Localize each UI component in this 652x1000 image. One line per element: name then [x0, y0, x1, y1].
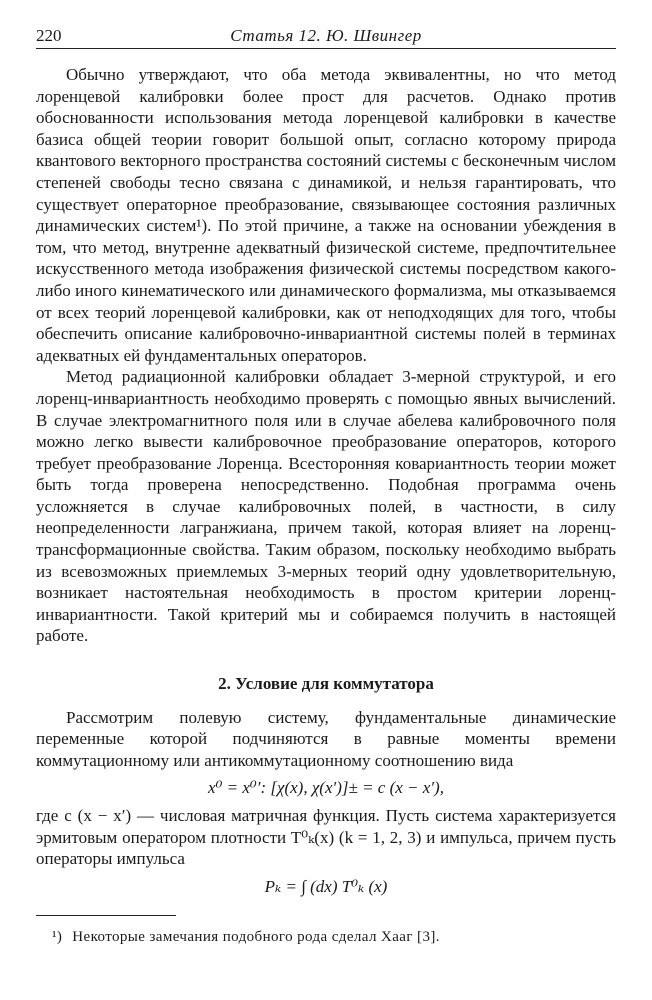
paragraph-2: Метод радиационной калибровки обладает 3-мерной структурой, и его лоренц-инвариантность необходимо проверять с помощью явных вычислений. В случае электромагнитного поля или в случае абелева калибровочного поля можно легко вывести калибровочное преобразование операторов, которого требует преобразование Лоренца. Всесторонняя ковариантность теории может быть тогда проверена непосредственно. Подобная программа очень усложняется в случае калибровочных полей, в частности, в силу неопределенности лагранжиана, причем такой, которая влияет на лоренц-трансформационные свойства. Таким образом, поскольку необходимо выбрать из всевозможных приемлемых 3-мерных теорий одну удовлетворительную, возникает настоятельная необходимость в простом критерии лоренц-инвариантности. Такой критерий мы и собираемся получить в настоящей работе.: [36, 367, 616, 646]
section-title: 2. Условие для коммутатора: [218, 674, 434, 694]
commutation-formula: x⁰ = x⁰′: [χ(x), χ(x′)]± = c (x − x′),: [208, 778, 444, 798]
footnote-text: Некоторые замечания подобного рода сделал Хааг [3].: [72, 929, 440, 945]
after-formula-paragraph: где c (x − x′) — числовая матричная функция. Пусть система характеризуется эрмитовым оператором плотности T⁰ₖ(x) (k = 1, 2, 3) и импульса, причем пусть операторы импульса: [36, 806, 616, 869]
page-number: 220: [36, 26, 62, 45]
footnote-marker: ¹): [52, 929, 63, 945]
paragraph-1: Обычно утверждают, что оба метода эквивалентны, но что метод лоренцевой калибровки более прост для расчетов. Однако против обоснованности использования метода лоренцевой калибровки в качестве базиса общей теории говорит большой опыт, согласно которому природа квантового векторного пространства состояний системы с бесконечным числом степеней свободы тесно связана с динамикой, и нельзя гарантировать, что существует операторное преобразование, связывающее состояния различных динамических систем¹). По этой причине, а также на основании убеждения в том, что метод, внутренне адекватный физической системе, предпочтительнее искусственного метода изображения физической системы посредством какого-либо иного кинематического или динамического формализма, мы отказываемся от всех теорий лоренцевой калибровки, как от неподходящих для того, чтобы обеспечить описание калибровочно-инвариантной системы полей в терминах адекватных ей фундаментальных операторов.: [36, 65, 616, 365]
page-header: [36, 26, 616, 49]
section-paragraph-1: Рассмотрим полевую систему, фундаментальные динамические переменные которой подчиняются в равные моменты времени коммутационному или антикоммутационному соотношению вида: [36, 707, 616, 770]
momentum-formula: Pₖ = ∫ (dx) T⁰ₖ (x): [264, 876, 388, 896]
running-head: Статья 12. Ю. Швингер: [230, 26, 422, 45]
footnote: [52, 929, 612, 946]
main-text: [36, 64, 616, 903]
footnote-rule: [36, 915, 176, 916]
